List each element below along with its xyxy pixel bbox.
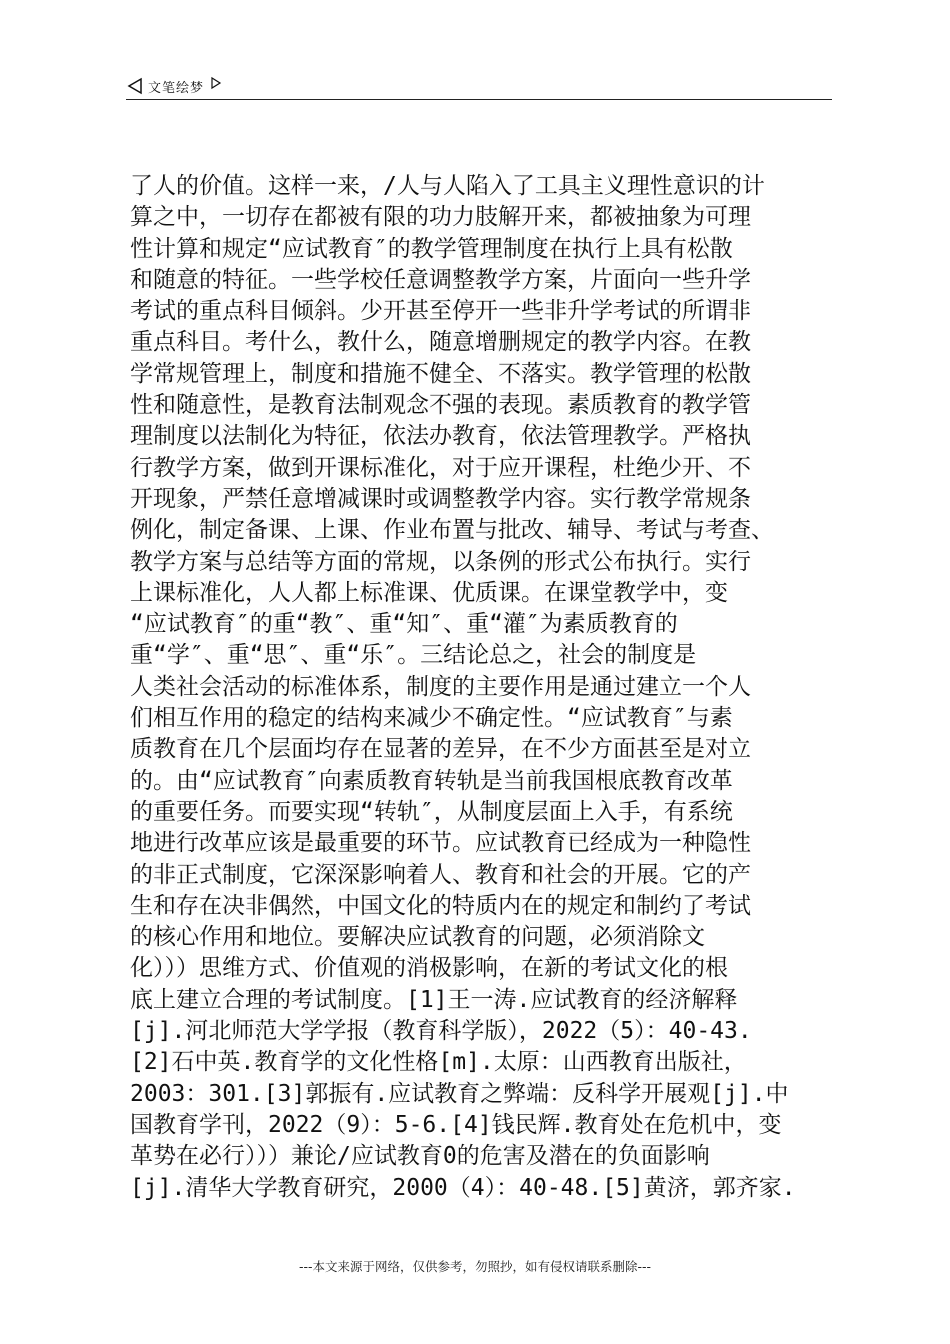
text-line: 的。由“应试教育″向素质教育转轨是当前我国根底教育改革 [130,767,733,794]
text-line: 开现象，严禁任意增减课时或调整教学内容。实行教学常规条 [130,485,751,512]
text-line: 地进行改革应该是最重要的环节。应试教育已经成为一种隐性 [130,830,751,857]
text-line: 革势在必行）））兼论/应试教育0的危害及潜在的负面影响 [130,1143,710,1170]
text-line: 的核心作用和地位。要解决应试教育的问题，必须消除文 [130,924,705,951]
text-line: [j].河北师范大学学报（教育科学版），2022（5）：40-43. [130,1018,752,1045]
text-line: 教学方案与总结等方面的常规，以条例的形式公布执行。实行 [130,548,751,575]
triangle-right-outline-icon [210,76,222,90]
text-line: 重点科目。考什么，教什么，随意增删规定的教学内容。在教 [130,329,751,356]
text-line: 学常规管理上，制度和措施不健全、不落实。教学管理的松散 [130,360,751,387]
text-line: 人类社会活动的标准体系，制度的主要作用是通过建立一个人 [130,673,751,700]
text-line: 2003：301.[3]郭振有.应试教育之弊端：反科学开展观[j].中 [130,1080,789,1107]
text-line: 行教学方案，做到开课标准化，对于应开课程，杜绝少开、不 [130,454,751,481]
text-line: [j].清华大学教育研究，2000（4）：40-48.[5]黄济，郭齐家. [130,1174,796,1201]
triangle-left-outline-icon [126,77,144,95]
text-line: 和随意的特征。一些学校任意调整教学方案，片面向一些升学 [130,266,751,293]
text-line: 的非正式制度，它深深影响着人、教育和社会的开展。它的产 [130,861,751,888]
text-line: 生和存在决非偶然，中国文化的特质内在的规定和制约了考试 [130,892,751,919]
text-line: 性和随意性，是教育法制观念不强的表现。素质教育的教学管 [130,392,751,419]
text-line: 底上建立合理的考试制度。[1]王一涛.应试教育的经济解释 [130,986,738,1013]
text-line: 了人的价值。这样一来，/人与人陷入了工具主义理性意识的计 [130,173,765,199]
text-line: 算之中，一切存在都被有限的功力肢解开来，都被抽象为可理 [130,204,751,231]
text-line: 们相互作用的稳定的结构来减少不确定性。“应试教育″与素 [130,705,733,732]
page-header [126,73,832,100]
text-line: [2]石中英.教育学的文化性格[m].太原：山西教育出版社， [130,1049,747,1076]
text-line: 的重要任务。而要实现“转轨″，从制度层面上入手，有系统 [130,798,733,825]
text-line: “应试教育″的重“教″、重“知″、重“灌″为素质教育的 [130,611,678,638]
text-line: 例化，制定备课、上课、作业布置与批改、辅导、考试与考查、 [130,517,774,544]
text-line: 性计算和规定“应试教育″的教学管理制度在执行上具有松散 [130,235,733,262]
text-line: 质教育在几个层面均存在显著的差异，在不少方面甚至是对立 [130,736,751,763]
text-line: 化）））思维方式、价值观的消极影响，在新的考试文化的根 [130,955,728,982]
brand-text: 文笔绘梦 [148,80,205,96]
text-line: 理制度以法制化为特征，依法办教育，依法管理教学。严格执 [130,423,751,450]
page-footer: ---本文来源于网络，仅供参考，勿照抄，如有侵权请联系删除--- [298,1259,652,1274]
body-text [130,171,840,1204]
text-line: 考试的重点科目倾斜。少开甚至停开一些非升学考试的所谓非 [130,298,751,325]
text-line: 国教育学刊，2022（9）：5-6.[4]钱民辉.教育处在危机中，变 [130,1111,782,1138]
text-line: 重“学″、重“思″、重“乐″。三结论总之，社会的制度是 [130,642,697,669]
text-line: 上课标准化，人人都上标准课、优质课。在课堂教学中，变 [130,579,728,606]
